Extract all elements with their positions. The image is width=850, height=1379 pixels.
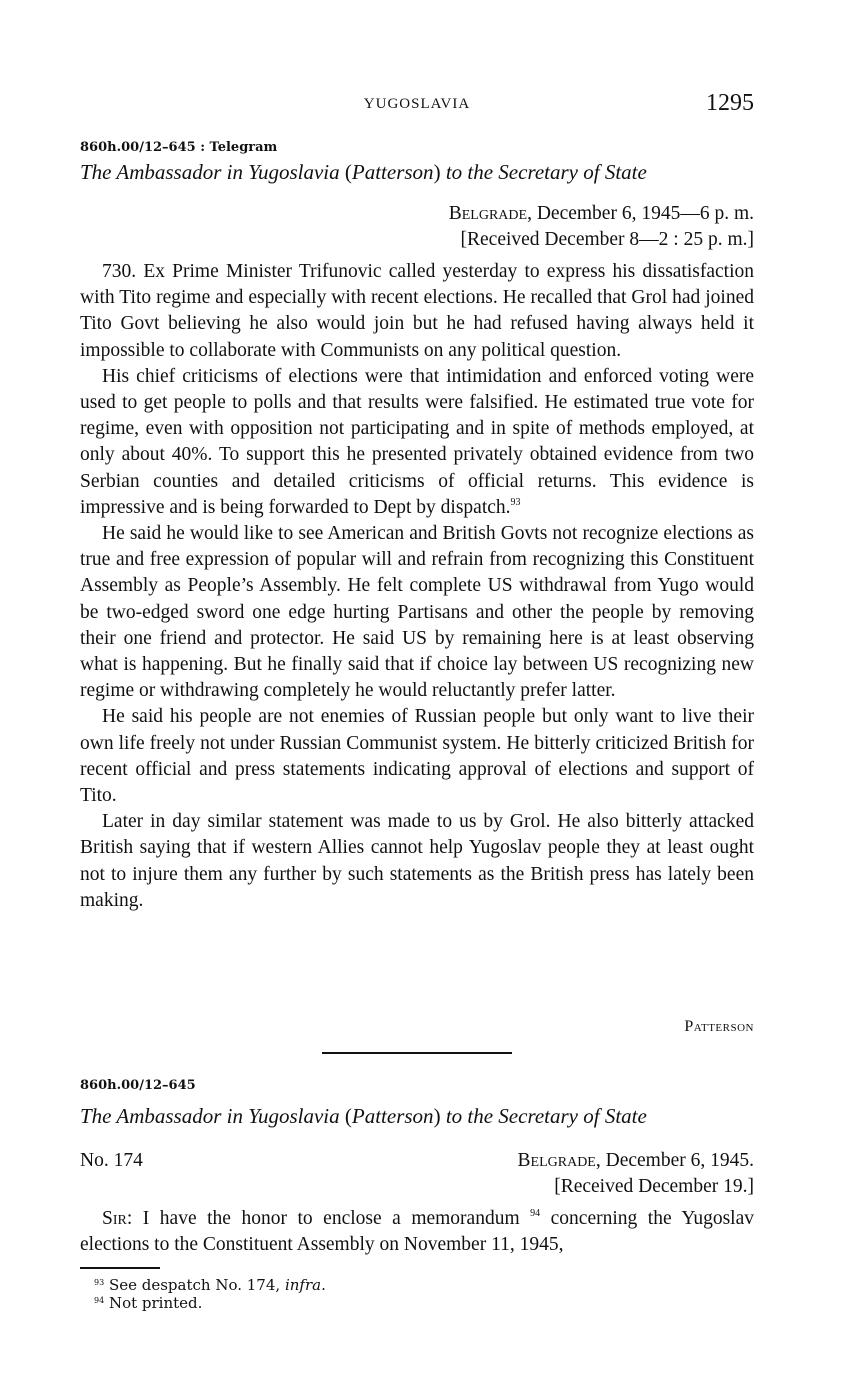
doc1-file-number: 860h.00/12–645 : Telegram [80, 140, 278, 155]
footnote-ref-94: 94 [530, 1208, 541, 1219]
footnote-94 [94, 1294, 202, 1312]
doc2-heading-post: to the Secretary of State [440, 1104, 647, 1128]
footnote-93 [94, 1276, 326, 1294]
footnote-93-italic: infra [284, 1276, 322, 1294]
doc1-paragraph-5: Later in day similar statement was made to us by Grol. He also bitterly attacked British saying that if western Allies cannot help Yugoslav people they at least ought not to injure them any further by such statements as the British press has lately been making. [80, 811, 754, 911]
doc1-paragraph-1: 730. Ex Prime Minister Trifunovic called yesterday to express his dissatisfaction with Tito regime and especially with recent elections. He recalled that Grol had joined Tito Govt believing he also would join but he had refused having always held it impossible to collaborate with Communists on any political question. [80, 261, 754, 361]
doc2-file-number: 860h.00/12–645 [80, 1078, 196, 1093]
doc1-heading-pre: The Ambassador in Yugoslavia [80, 160, 345, 184]
doc2-heading-paren-open: ( [344, 1104, 352, 1128]
doc2-body [80, 1206, 754, 1258]
footnote-ref-93: 93 [510, 496, 521, 508]
section-divider [322, 1052, 512, 1054]
doc1-dateline [449, 203, 754, 225]
doc2-paragraph-1-a: : I have the honor to enclose a memorandum [126, 1208, 531, 1229]
doc2-dateline [518, 1150, 754, 1172]
doc2-number: No. 174 [80, 1150, 143, 1171]
footnote-94-text: Not printed. [104, 1294, 203, 1312]
doc1-date: , December 6, 1945—6 p. m. [527, 203, 754, 224]
doc2-salutation: Sir [102, 1208, 127, 1229]
doc2-place: Belgrade [517, 1150, 596, 1171]
doc1-paragraph-2 [80, 364, 754, 521]
doc2-paragraph-1 [80, 1206, 754, 1258]
doc1-heading-paren-close: ) [433, 160, 441, 184]
doc1-heading-paren-open: ( [344, 160, 352, 184]
doc2-heading-pre: The Ambassador in Yugoslavia [80, 1104, 345, 1128]
doc2-heading [80, 1104, 754, 1129]
doc1-place: Belgrade [448, 203, 528, 224]
doc2-paragraph-1-b: concerning the Yugoslav elections to the Constituent Assembly on November 11, 1945, [80, 1208, 754, 1256]
doc1-signature: Patterson [684, 1018, 754, 1035]
running-head-title: YUGOSLAVIA [363, 96, 471, 112]
doc1-paragraph-4: He said his people are not enemies of Russian people but only want to live their own life freely not under Russian Communist system. He bitterly criticized British for recent official and press statements indicating approval of elections and support of Tito. [80, 706, 754, 807]
footnote-rule [80, 1267, 160, 1269]
footnote-94-mark: 94 [94, 1296, 105, 1305]
doc1-heading-post: to the Secretary of State [440, 160, 647, 184]
doc1-paragraph-3: He said he would like to see American and British Govts not recognize elections as true and free expression of popular will and refrain from recognizing this Constituent Assembly as People’s Assembly. He felt complete US withdrawal from Yugo would be two-edged sword one edge hurting Partisans and other the people by removing their one friend and protector. He said US by remaining here is at least observing what is happening. But he finally said that if choice lay between US recognizing new regime or withdrawing completely he would reluctantly prefer latter. [80, 523, 754, 702]
footnote-93-post: . [321, 1276, 326, 1294]
doc1-body [80, 259, 754, 914]
doc1-paragraph-2-text: His chief criticisms of elections were that intimidation and enforced voting were used to get people to polls and that results were falsified. He estimated true vote for regime, even with opposition not participating and in spite of methods employed, at only about 40%. To support this he presented privately obtained evidence from two Serbian counties and detailed criticisms of official returns. This evidence is impressive and is being forwarded to Dept by dispatch. [80, 365, 754, 518]
doc1-heading-name: Patterson [351, 160, 434, 184]
footnote-93-mark: 93 [94, 1278, 105, 1287]
doc1-received: [Received December 8—2 : 25 p. m.] [460, 229, 754, 250]
doc2-date: , December 6, 1945. [595, 1150, 754, 1171]
doc1-heading [80, 160, 754, 185]
page-number: 1295 [706, 90, 754, 116]
footnote-93-text: See despatch No. 174, [104, 1276, 285, 1294]
doc2-received: [Received December 19.] [554, 1176, 754, 1197]
doc2-heading-name: Patterson [351, 1104, 434, 1128]
running-head [80, 90, 754, 120]
doc2-heading-paren-close: ) [433, 1104, 441, 1128]
